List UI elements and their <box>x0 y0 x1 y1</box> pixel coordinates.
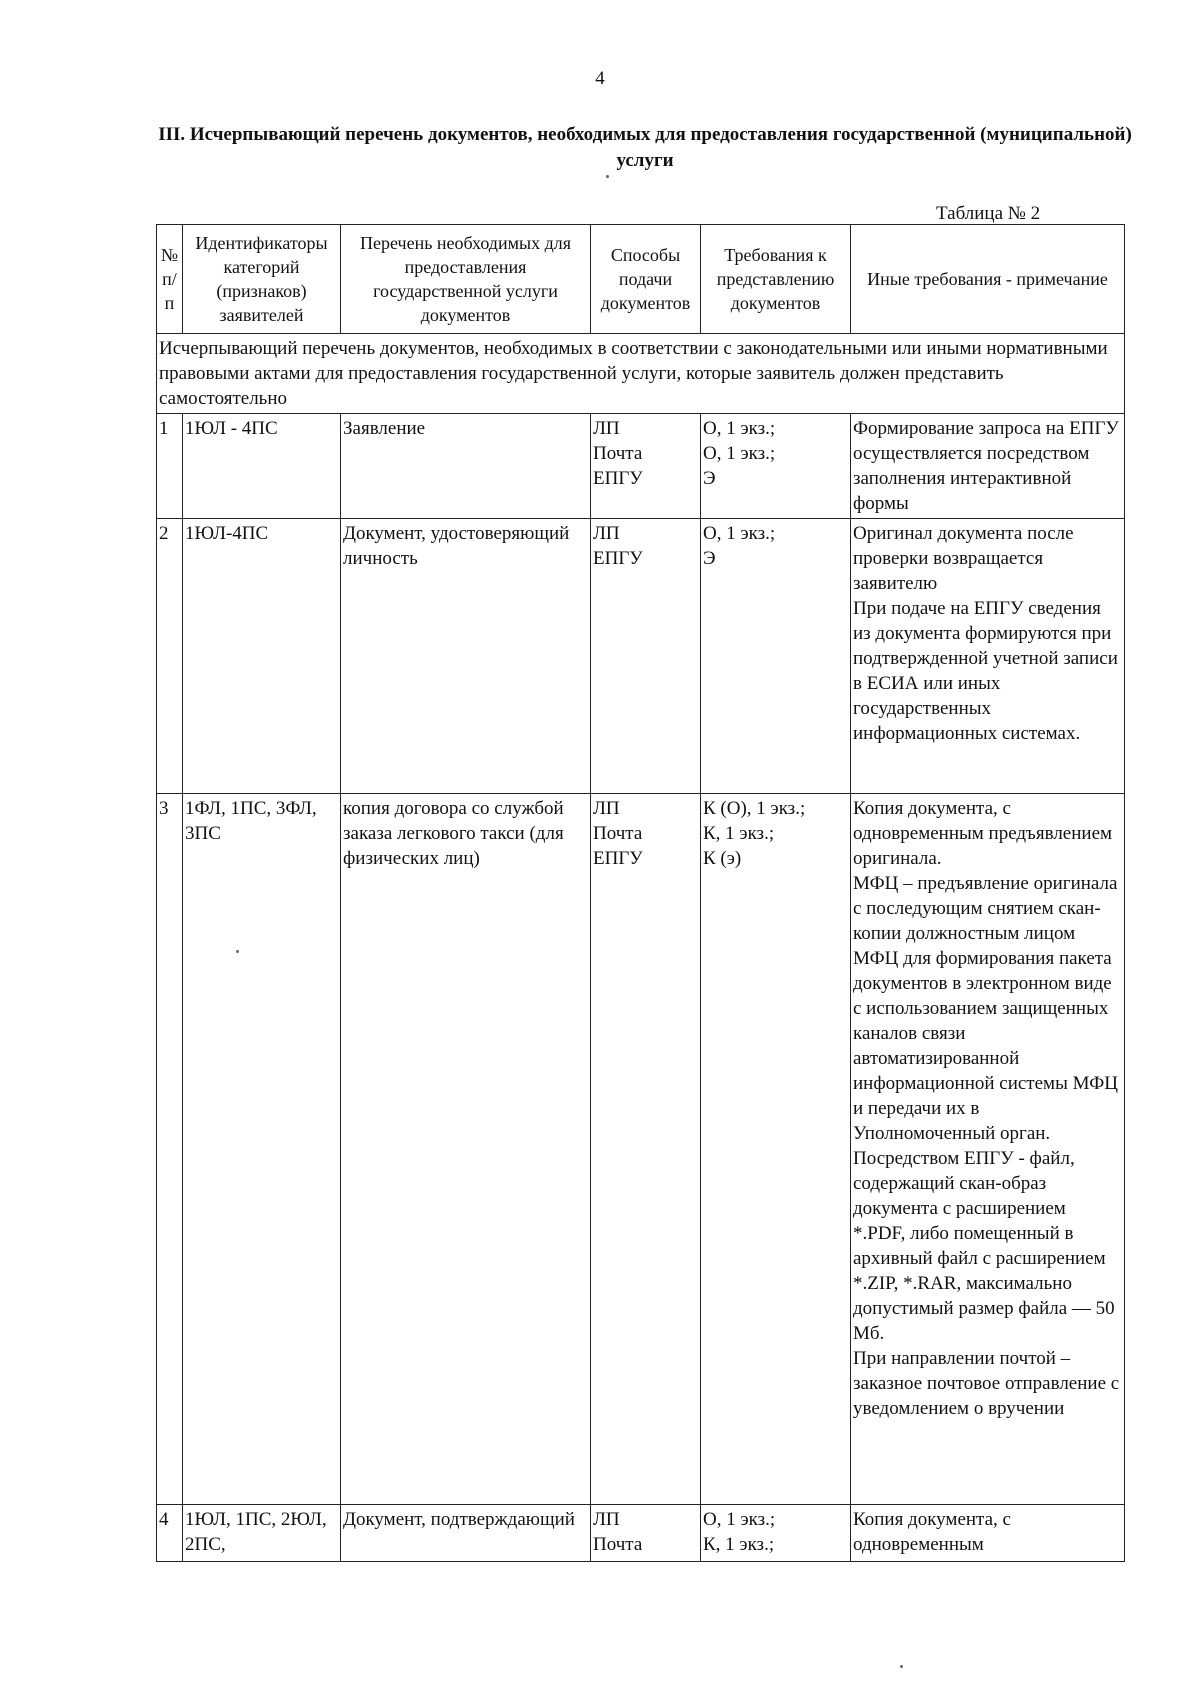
table-header-row <box>157 225 1125 334</box>
requirement-item: К (э) <box>703 848 742 869</box>
requirement-item: О, 1 экз.; <box>703 1509 776 1530</box>
submission-methods <box>591 414 701 519</box>
documents-table <box>156 224 1125 1562</box>
requirement-item: О, 1 экз.; <box>703 443 776 464</box>
note-paragraph: Копия документа, с одновременным <box>853 1509 1011 1555</box>
document-name: копия договора со службой заказа легкового такси (для физических лиц) <box>341 794 591 1505</box>
table-row <box>157 519 1125 794</box>
section-title: Исчерпывающий перечень документов, необходимых в соответствии с законодательными или иными нормативными правовыми актами для предоставления государственной услуги, которые заявитель должен представить самостоятельно <box>157 334 1125 414</box>
note-paragraph: При подаче на ЕПГУ сведения из документа формируются при подтвержденной учетной записи в ЕСИА или иных государственных информационных системах. <box>853 598 1118 744</box>
method-item: ЛП <box>593 523 620 544</box>
requirement-item: Э <box>703 548 716 569</box>
document-name: Документ, подтверждающий <box>341 1505 591 1562</box>
document-name: Документ, удостоверяющий личность <box>341 519 591 794</box>
requirement-item: К (О), 1 экз.; <box>703 798 806 819</box>
row-number: 2 <box>157 519 183 794</box>
other-notes <box>851 1505 1125 1562</box>
page-number: 4 <box>595 68 605 89</box>
requirement-item: Э <box>703 468 716 489</box>
requirement-item: О, 1 экз.; <box>703 523 776 544</box>
section-heading: III. Исчерпывающий перечень документов, необходимых для предоставления государственной (муниципальной) услуги <box>158 124 1132 171</box>
requirements <box>701 519 851 794</box>
other-notes <box>851 414 1125 519</box>
method-item: ЛП <box>593 1509 620 1530</box>
table-caption: Таблица № 2 <box>936 203 1041 224</box>
submission-methods <box>591 1505 701 1562</box>
header-requirements: Требования к представлению документов <box>701 225 851 334</box>
document-name: Заявление <box>341 414 591 519</box>
requirement-item: К, 1 экз.; <box>703 823 775 844</box>
other-notes <box>851 794 1125 1505</box>
scan-speck <box>606 175 609 178</box>
applicant-ids: 1ФЛ, 1ПС, 3ФЛ, 3ПС <box>183 794 341 1505</box>
method-item: ЛП <box>593 418 620 439</box>
applicant-ids: 1ЮЛ - 4ПС <box>183 414 341 519</box>
method-item: ЛП <box>593 798 620 819</box>
requirement-item: О, 1 экз.; <box>703 418 776 439</box>
scan-speck <box>236 950 239 953</box>
note-paragraph: Оригинал документа после проверки возвращается заявителю <box>853 523 1074 594</box>
header-document-list: Перечень необходимых для предоставления государственной услуги документов <box>341 225 591 334</box>
table-section-row <box>157 334 1125 414</box>
method-item: Почта <box>593 823 643 844</box>
table-row <box>157 414 1125 519</box>
header-submission-methods: Способы подачи документов <box>591 225 701 334</box>
row-number: 3 <box>157 794 183 1505</box>
requirements <box>701 794 851 1505</box>
table-row <box>157 794 1125 1505</box>
submission-methods <box>591 519 701 794</box>
header-applicant-ids: Идентификаторы категорий (признаков) заявителей <box>183 225 341 334</box>
header-other-notes: Иные требования - примечание <box>851 225 1125 334</box>
row-number: 1 <box>157 414 183 519</box>
note-paragraph: При направлении почтой – заказное почтовое отправление с уведомлением о вручении <box>853 1348 1120 1419</box>
method-item: Почта <box>593 443 643 464</box>
method-item: ЕПГУ <box>593 848 643 869</box>
method-item: Почта <box>593 1534 643 1555</box>
header-number: № п/п <box>157 225 183 334</box>
note-paragraph: Копия документа, с одновременным предъявлением оригинала. <box>853 798 1113 869</box>
method-item: ЕПГУ <box>593 468 643 489</box>
note-paragraph: МФЦ – предъявление оригинала с последующим снятием скан-копии должностным лицом МФЦ для формирования пакета документов в электронном виде с использованием защищенных каналов связи автоматизированной информационной системы МФЦ и передачи их в Уполномоченный орган. <box>853 873 1118 1144</box>
table-row <box>157 1505 1125 1562</box>
scan-speck <box>900 1665 903 1668</box>
other-notes <box>851 519 1125 794</box>
applicant-ids: 1ЮЛ-4ПС <box>183 519 341 794</box>
requirements <box>701 414 851 519</box>
note-paragraph: Посредством ЕПГУ - файл, содержащий скан-образ документа с расширением *.PDF, либо помещенный в архивный файл с расширением *.ZIP, *.RAR, максимально допустимый размер файла — 50 Мб. <box>853 1148 1115 1344</box>
submission-methods <box>591 794 701 1505</box>
row-number: 4 <box>157 1505 183 1562</box>
requirements <box>701 1505 851 1562</box>
method-item: ЕПГУ <box>593 548 643 569</box>
applicant-ids: 1ЮЛ, 1ПС, 2ЮЛ, 2ПС, <box>183 1505 341 1562</box>
note-paragraph: Формирование запроса на ЕПГУ осуществляется посредством заполнения интерактивной формы <box>853 418 1119 514</box>
requirement-item: К, 1 экз.; <box>703 1534 775 1555</box>
